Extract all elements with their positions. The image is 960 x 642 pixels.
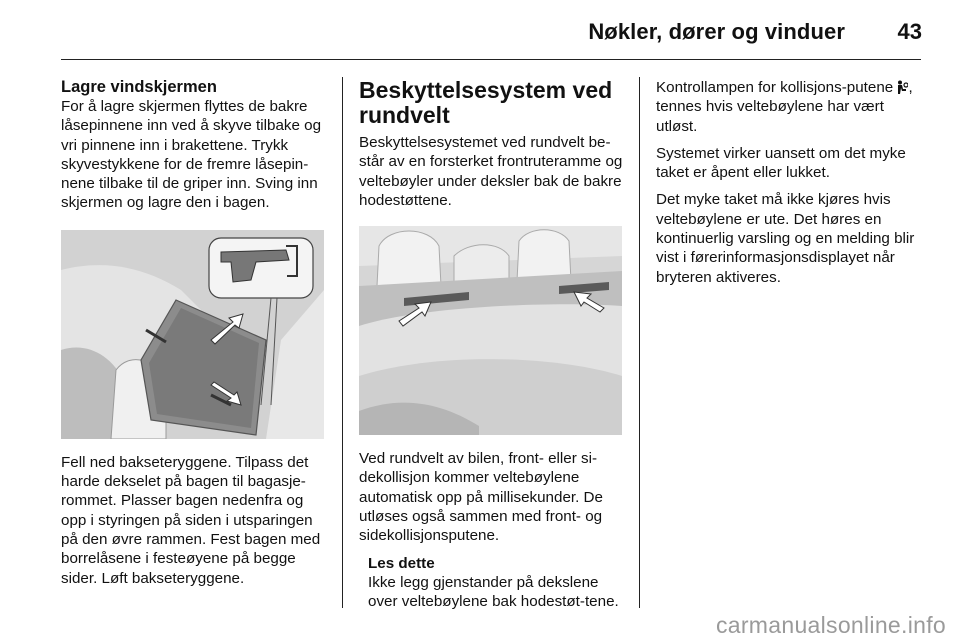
soft-top-paragraph: Det myke taket må ikke kjøres hvis veltebøylene er ute. Det høres en kontinuerlig varsling og en melding blir vist i førerinformasjonsdisplayet når bryteren aktiveres.: [656, 191, 915, 286]
rollover-paragraph-1: Beskyttelsesystemet ved rundvelt be-står av en forsterket frontruteramme og veltebøyler under deksler bak de bakre hodestøttene.: [359, 134, 623, 209]
system-paragraph: Systemet virker uansett om det myke taket er åpent eller lukket.: [656, 144, 906, 182]
airbag-warning-icon: [897, 79, 908, 96]
section-heading-rollover: Beskyttelsesystem ved rundvelt: [359, 77, 613, 128]
watermark-text: carmanualsonline.info: [715, 612, 946, 638]
warning-note: [368, 554, 625, 612]
header-rule: [61, 59, 921, 60]
rollover-paragraph-2: Ved rundvelt av bilen, front- eller si-dekollisjon kommer veltebøylene automatisk opp på millisekunder. De utløses også sammen med front- og sidekollisjonsputene.: [359, 450, 603, 545]
column-divider-1: [342, 77, 343, 608]
header-title: Nøkler, dører og vinduer: [588, 19, 845, 44]
column-1: [61, 78, 327, 588]
windscreen-paragraph-1: For å lagre skjermen flyttes de bakre låsepinnene inn ved å skyve tilbake og vri pinnene inn i brakettene. Trykk skyvestykkene for de fremre låsepin-nene tilbake til de griper inn. Sving inn skjermen og lagre den i bagen.: [61, 98, 322, 212]
page-header: [0, 0, 960, 58]
column-2: [359, 78, 625, 612]
airbag-lamp-text-after: , tennes hvis veltebøylene har vært utløst.: [656, 79, 913, 135]
airbag-lamp-text-before: Kontrollampen for kollisjons-putene: [656, 79, 898, 96]
section-heading-windscreen: Lagre vindskjermen: [61, 78, 217, 96]
airbag-lamp-paragraph: [656, 78, 924, 136]
note-title: Les dette: [368, 554, 435, 572]
rollover-bars-illustration: [359, 226, 622, 435]
note-text: Ikke legg gjenstander på dekslene over veltebøylene bak hodestøt-tene.: [368, 573, 619, 611]
column-3: [656, 78, 924, 287]
page-number: 43: [897, 19, 922, 44]
windscreen-bag-illustration: [61, 230, 324, 439]
column-divider-2: [639, 77, 640, 608]
windscreen-paragraph-2: Fell ned bakseteryggene. Tilpass det harde dekselet på bagen til bagasje-rommet. Plasser bagen nedenfra og opp i styringen på siden i utsparingen på den øvre rammen. Fest bagen med borrelåsene i festeøyene på begge sider. Løft bakseteryggene.: [61, 453, 321, 587]
